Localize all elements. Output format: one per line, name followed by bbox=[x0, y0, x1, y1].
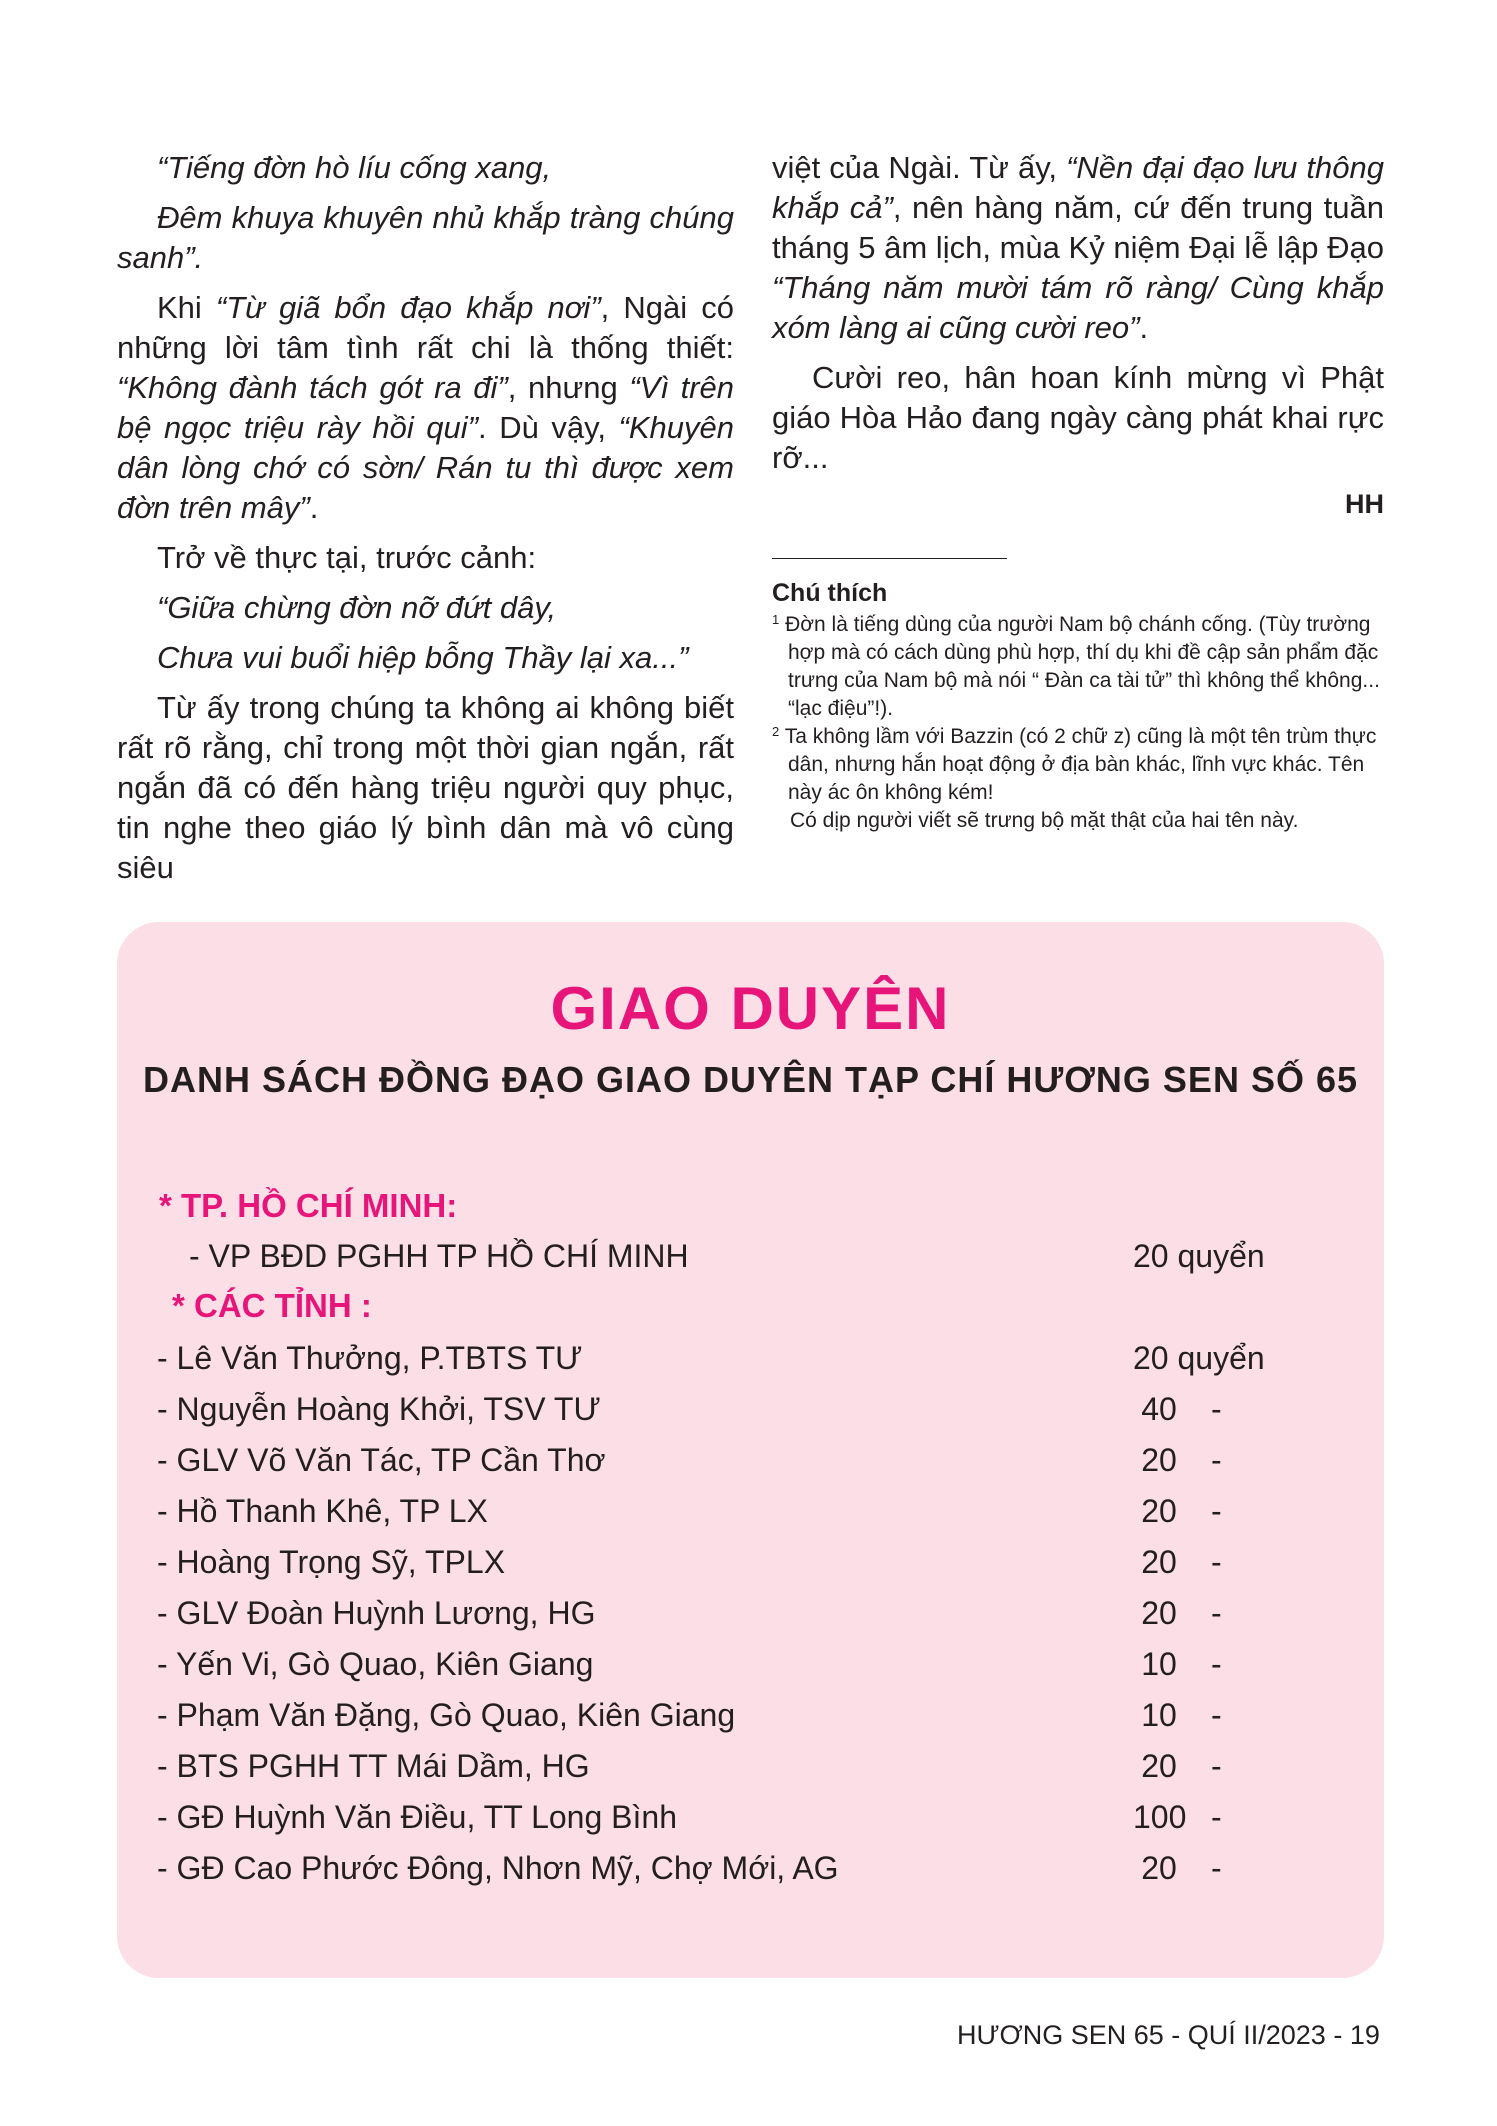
donor-name: - GĐ Huỳnh Văn Điều, TT Long Bình bbox=[157, 1799, 677, 1835]
section-title: GIAO DUYÊN bbox=[550, 975, 951, 1042]
donor-amount: 10 bbox=[1141, 1646, 1177, 1682]
ditto-mark: - bbox=[1211, 1391, 1222, 1427]
ditto-mark: - bbox=[1211, 1646, 1222, 1682]
donor-amount: 40 bbox=[1141, 1391, 1177, 1427]
verse-line: “Giữa chừng đờn nỡ đứt dây, bbox=[157, 590, 557, 625]
donor-name: - VP BĐD PGHH TP HỒ CHÍ MINH bbox=[189, 1238, 689, 1274]
list-item bbox=[157, 1843, 1337, 1893]
donor-name: - GLV Đoàn Huỳnh Lương, HG bbox=[157, 1595, 596, 1631]
list-item bbox=[157, 1486, 1337, 1536]
giao-duyen-box bbox=[117, 922, 1384, 1978]
paragraph: Trở về thực tại, trước cảnh: bbox=[157, 540, 537, 575]
signature: HH bbox=[1345, 489, 1384, 519]
paragraph: Cười reo, hân hoan kính mừng vì Phật giáo Hòa Hảo đang ngày càng phát khai rực rỡ... bbox=[772, 360, 1384, 475]
donor-amount: 20 quyển bbox=[1133, 1238, 1265, 1274]
footnote-divider bbox=[772, 558, 1007, 559]
section-subtitle: DANH SÁCH ĐỒNG ĐẠO GIAO DUYÊN TẠP CHÍ HƯƠNG SEN SỐ 65 bbox=[142, 1059, 1359, 1100]
donor-name: - Yến Vi, Gò Quao, Kiên Giang bbox=[157, 1646, 594, 1682]
quote: “Không đành tách gót ra đi” bbox=[117, 370, 508, 405]
donor-name: - GĐ Cao Phước Đông, Nhơn Mỹ, Chợ Mới, AG bbox=[157, 1850, 839, 1886]
ditto-mark: - bbox=[1211, 1595, 1222, 1631]
list-item bbox=[157, 1690, 1337, 1740]
quote: “Vì trên bệ ngọc triệu rày hồi qui” bbox=[117, 370, 734, 445]
footnote-1: $^1$ Đờn là tiếng dùng của người Nam bộ chánh cống. (Tùy trường hợp mà có cách dùng phù hợp, thí dụ khi đề cập sản phẩm đặc trưng của Nam bộ mà nói “ Đàn ca tài tử” thì không thể không... “lạc điệu”!). bbox=[772, 612, 1380, 720]
list-item bbox=[157, 1435, 1337, 1485]
ditto-mark: - bbox=[1211, 1748, 1222, 1784]
paragraph: Khi “Từ giã bổn đạo khắp nơi”, Ngài có những lời tâm tình rất chi là thống thiết: “Không đành tách gót ra đi”, nhưng “Vì trên bệ ngọc triệu rày hồi qui”. Dù vậy, “Khuyên dân lòng chớ có sờn/ Rán tu thì được xem đờn trên mây”. bbox=[117, 290, 734, 525]
list-item bbox=[157, 1333, 1337, 1383]
donor-name: - Nguyễn Hoàng Khởi, TSV TƯ bbox=[157, 1391, 601, 1427]
ditto-mark: - bbox=[1211, 1442, 1222, 1478]
donor-amount: 20 quyển bbox=[1133, 1340, 1265, 1376]
donor-name: - Lê Văn Thưởng, P.TBTS TƯ bbox=[157, 1340, 583, 1376]
verse-line: Chưa vui buổi hiệp bỗng Thầy lại xa...” bbox=[157, 640, 689, 675]
ditto-mark: - bbox=[1211, 1799, 1222, 1835]
donor-amount: 20 bbox=[1141, 1850, 1177, 1886]
ditto-mark: - bbox=[1211, 1850, 1222, 1886]
donor-name: - BTS PGHH TT Mái Dầm, HG bbox=[157, 1748, 590, 1784]
group-heading-provinces: * CÁC TỈNH : bbox=[172, 1287, 372, 1324]
donor-amount: 20 bbox=[1141, 1442, 1177, 1478]
article-right-column bbox=[772, 148, 1384, 835]
quote: “Nền đại đạo lưu thông khắp cả” bbox=[772, 150, 1384, 225]
donor-amount: 20 bbox=[1141, 1595, 1177, 1631]
footnote-marker: 2 bbox=[772, 724, 780, 739]
donor-name: - Phạm Văn Đặng, Gò Quao, Kiên Giang bbox=[157, 1697, 736, 1733]
footnote-title: Chú thích bbox=[772, 579, 888, 607]
donor-name: - Hồ Thanh Khê, TP LX bbox=[157, 1493, 488, 1529]
paragraph: Từ ấy trong chúng ta không ai không biết rất rõ rằng, chỉ trong một thời gian ngắn, rất ngắn đã có đến hàng triệu người quy phục, tin nghe theo giáo lý bình dân mà vô cùng siêu bbox=[117, 690, 734, 885]
donor-amount: 10 bbox=[1141, 1697, 1177, 1733]
list-item bbox=[157, 1537, 1337, 1587]
footnote-2: $^2$ Ta không lầm với Bazzin (có 2 chữ z) cũng là một tên trùm thực dân, nhưng hắn hoạt động ở địa bàn khác, lĩnh vực khác. Tên này ác ôn không kém! bbox=[772, 724, 1377, 804]
donor-amount: 20 bbox=[1141, 1493, 1177, 1529]
list-item bbox=[189, 1231, 1369, 1281]
group-heading-hcm: * TP. HỒ CHÍ MINH: bbox=[159, 1187, 458, 1224]
verse-line: “Tiếng đờn hò líu cống xang, bbox=[157, 150, 552, 185]
paragraph: việt của Ngài. Từ ấy, “Nền đại đạo lưu thông khắp cả”, nên hàng năm, cứ đến trung tuần tháng 5 âm lịch, mùa Kỷ niệm Đại lễ lập Đạo “Tháng năm mười tám rõ ràng/ Cùng khắp xóm làng ai cũng cười reo”. bbox=[772, 150, 1384, 345]
donor-amount: 20 bbox=[1141, 1748, 1177, 1784]
list-item bbox=[157, 1792, 1337, 1842]
footnote-marker: 1 bbox=[772, 612, 780, 627]
footnote-2-continued: Có dịp người viết sẽ trưng bộ mặt thật của hai tên này. bbox=[790, 809, 1299, 832]
list-item bbox=[157, 1741, 1337, 1791]
quote: “Tháng năm mười tám rõ ràng/ Cùng khắp xóm làng ai cũng cười reo” bbox=[772, 270, 1384, 345]
quote: “Từ giã bổn đạo khắp nơi” bbox=[215, 290, 601, 325]
ditto-mark: - bbox=[1211, 1493, 1222, 1529]
page-footer: HƯƠNG SEN 65 - QUÍ II/2023 - 19 bbox=[957, 2020, 1380, 2050]
quote: “Khuyên dân lòng chớ có sờn/ Rán tu thì được xem đờn trên mây” bbox=[117, 410, 734, 525]
donor-amount: 100 bbox=[1133, 1799, 1187, 1835]
article-left-column bbox=[117, 148, 734, 888]
ditto-mark: - bbox=[1211, 1697, 1222, 1733]
donor-name: - Hoàng Trọng Sỹ, TPLX bbox=[157, 1544, 506, 1580]
verse-line: Đêm khuya khuyên nhủ khắp tràng chúng sanh”. bbox=[117, 200, 734, 275]
list-item bbox=[157, 1588, 1337, 1638]
donor-name: - GLV Võ Văn Tác, TP Cần Thơ bbox=[157, 1442, 606, 1478]
list-item bbox=[157, 1384, 1337, 1434]
ditto-mark: - bbox=[1211, 1544, 1222, 1580]
list-item bbox=[157, 1639, 1337, 1689]
donor-amount: 20 bbox=[1141, 1544, 1177, 1580]
